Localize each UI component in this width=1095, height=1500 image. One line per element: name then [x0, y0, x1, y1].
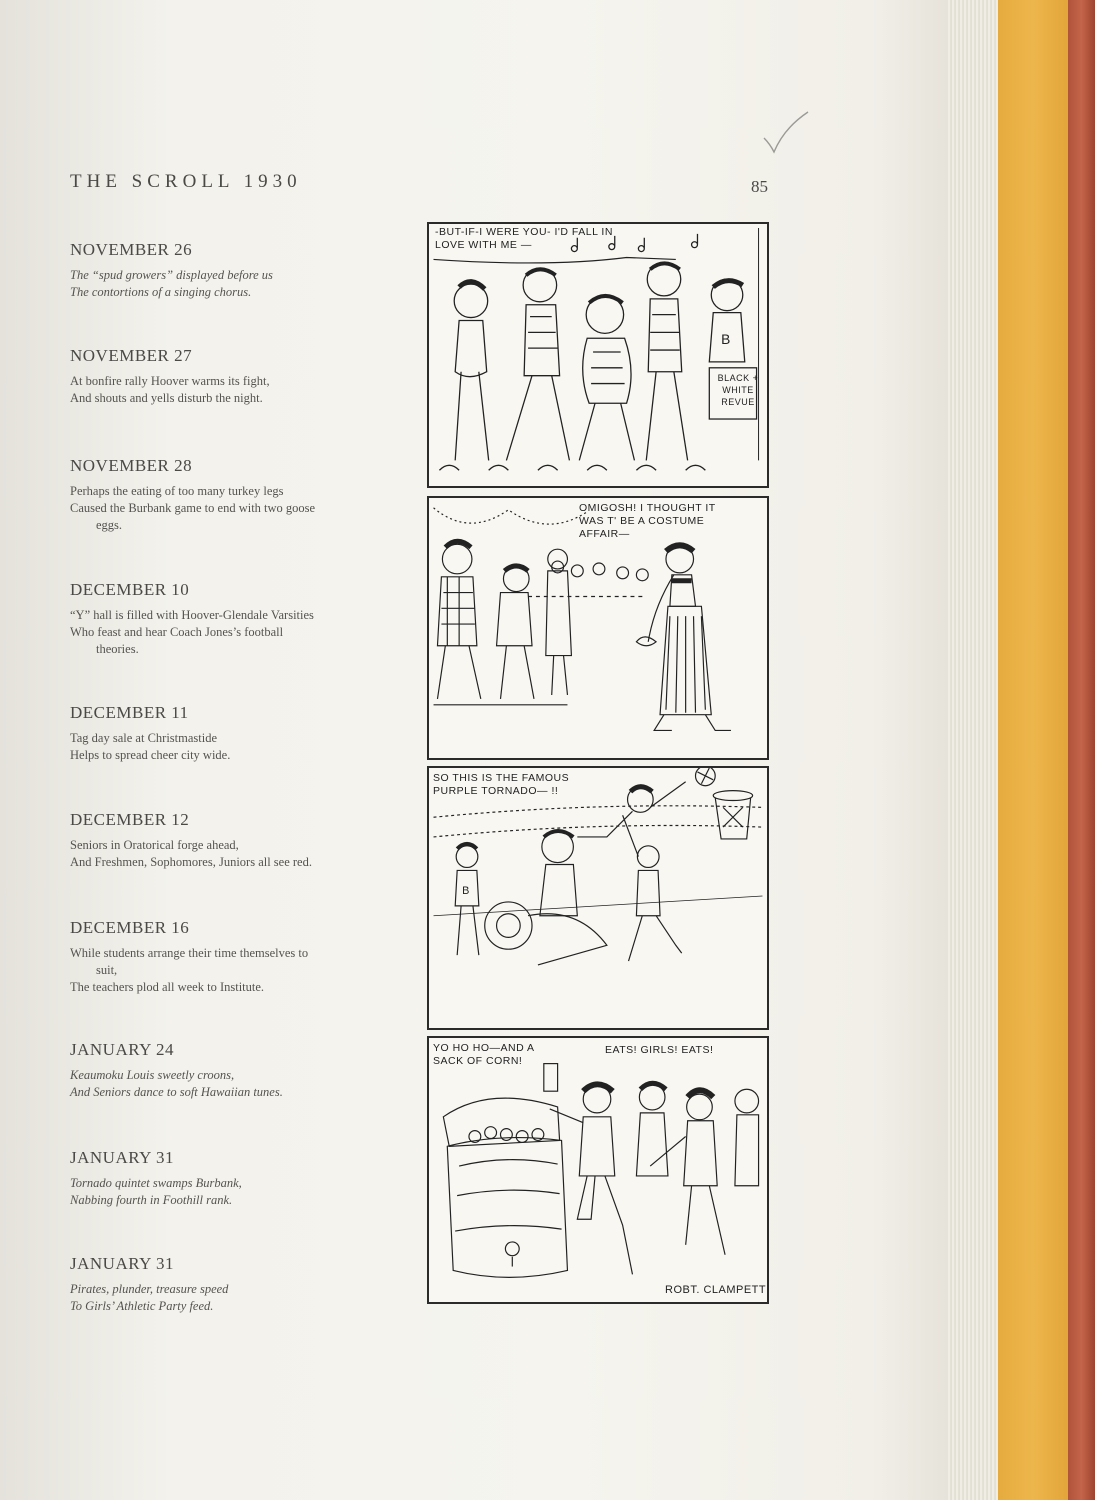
entry-date: NOVEMBER 26	[70, 240, 193, 259]
svg-text:B: B	[721, 332, 731, 348]
speech-bubble: OMIGOSH! I THOUGHT IT WAS T' BE A COSTUME AFFAIR—	[579, 502, 716, 540]
entry-verse-line: The teachers plod all week to Institute.	[70, 980, 265, 994]
cartoon-panel-basketball	[427, 766, 769, 1030]
calendar-entry	[70, 456, 405, 534]
entry-verse-line: While students arrange their time themselves to	[70, 946, 309, 960]
entry-verse-line: And Seniors dance to soft Hawaiian tunes.	[70, 1085, 283, 1099]
speech-bubble: EATS! GIRLS! EATS!	[605, 1044, 714, 1056]
entry-verse-line: Tornado quintet swamps Burbank,	[70, 1176, 242, 1190]
speech-bubble: SO THIS IS THE FAMOUS PURPLE TORNADO— !!	[433, 772, 570, 797]
entry-verse-line: The contortions of a singing chorus.	[70, 285, 252, 299]
artist-signature: ROBT. CLAMPETT	[665, 1284, 767, 1296]
revue-sign: BLACK + WHITE REVUE	[717, 373, 759, 407]
calendar-entry	[70, 1148, 405, 1209]
entry-verse-line: Helps to spread cheer city wide.	[70, 748, 231, 762]
calendar-entry	[70, 918, 405, 996]
entry-verse-line: Perhaps the eating of too many turkey legs	[70, 484, 284, 498]
entry-verse-line: And Freshmen, Sophomores, Juniors all see red.	[70, 855, 312, 869]
entry-date: JANUARY 31	[70, 1254, 175, 1273]
book-cover-edge	[1068, 0, 1095, 1500]
book-endpaper	[998, 0, 1068, 1500]
entry-verse-line: “Y” hall is filled with Hoover-Glendale Varsities	[70, 608, 314, 622]
entry-date: NOVEMBER 28	[70, 456, 193, 475]
calendar-entry	[70, 703, 405, 764]
cartoon-panel-chorus	[427, 222, 769, 488]
entry-verse-line: suit,	[96, 963, 118, 977]
cartoon-panel-costume	[427, 496, 769, 760]
svg-text:B: B	[462, 885, 470, 898]
page-number: 85	[751, 177, 768, 196]
basketball-drawing	[429, 768, 767, 1028]
page-edges	[948, 0, 998, 1500]
speech-bubble: -BUT-IF-I WERE YOU- I'D FALL IN LOVE WITH ME —	[435, 226, 613, 251]
calendar-entry	[70, 240, 405, 301]
calendar-entry	[70, 1254, 405, 1315]
entry-date: DECEMBER 12	[70, 810, 190, 829]
entry-date: NOVEMBER 27	[70, 346, 193, 365]
pirates-drawing	[429, 1038, 767, 1302]
speech-bubble: YO HO HO—AND A SACK OF CORN!	[433, 1042, 535, 1067]
entry-verse-line: And shouts and yells disturb the night.	[70, 391, 263, 405]
entry-verse-line: Caused the Burbank game to end with two goose	[70, 501, 316, 515]
entry-verse-line: theories.	[96, 642, 139, 656]
page-title: THE SCROLL 1930	[70, 171, 302, 192]
cartoon-panel-pirates	[427, 1036, 769, 1304]
entry-date: JANUARY 24	[70, 1040, 175, 1059]
entry-date: DECEMBER 10	[70, 580, 190, 599]
entry-verse-line: Tag day sale at Christmastide	[70, 731, 218, 745]
entry-verse-line: eggs.	[96, 518, 123, 532]
entry-verse-line: The “spud growers” displayed before us	[70, 268, 273, 282]
entry-verse-line: Nabbing fourth in Foothill rank.	[70, 1193, 233, 1207]
entry-verse-line: Who feast and hear Coach Jones’s football	[70, 625, 284, 639]
entry-date: DECEMBER 11	[70, 703, 189, 722]
entry-verse-line: Seniors in Oratorical forge ahead,	[70, 838, 239, 852]
entry-verse-line: To Girls’ Athletic Party feed.	[70, 1299, 214, 1313]
entry-verse-line: At bonfire rally Hoover warms its fight,	[70, 374, 270, 388]
calendar-entry	[70, 346, 405, 407]
check-mark-icon	[762, 110, 810, 156]
calendar-entry	[70, 580, 405, 658]
entry-date: JANUARY 31	[70, 1148, 175, 1167]
entry-date: DECEMBER 16	[70, 918, 190, 937]
calendar-entry	[70, 1040, 405, 1101]
chorus-drawing	[429, 224, 767, 486]
calendar-entry	[70, 810, 405, 871]
entry-verse-line: Pirates, plunder, treasure speed	[70, 1282, 229, 1296]
entry-verse-line: Keaumoku Louis sweetly croons,	[70, 1068, 235, 1082]
